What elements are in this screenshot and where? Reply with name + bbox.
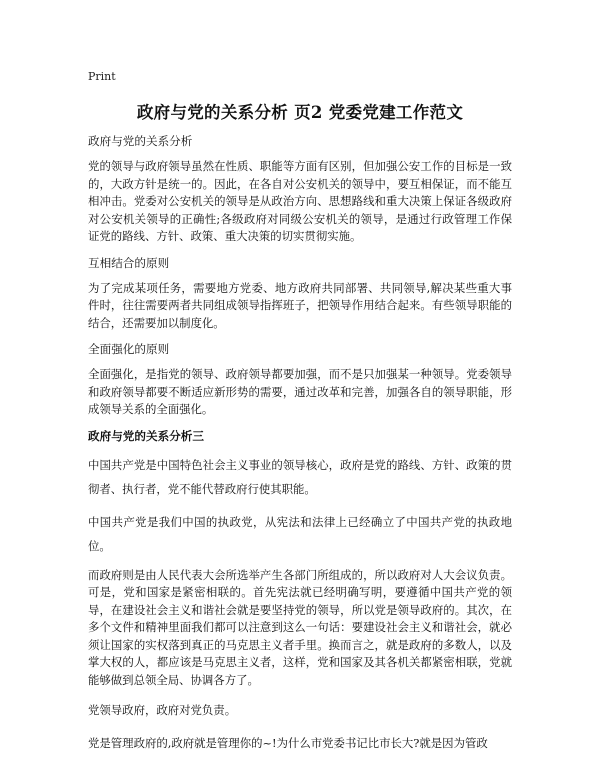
- page-title: 政府与党的关系分析 页2 党委党建工作范文: [136, 103, 464, 122]
- paragraph: 党是管理政府的,政府就是管理你的~!为什么市党委书记比市长大?就是因为管政: [88, 736, 488, 750]
- paragraph: 而政府则是由人民代表大会所选举产生各部门所组成的，所以政府对人大会议负责。可是，党和国家是紧密相联的。首先宪法就已经明确写明，要遵循中国共产党的领导，在建设社会主义和谐社会就是要坚持党的领导，所以党是领导政府的。其次，在多个文件和精神里面我们都可以注意到这么一句话：要建设社会主义和谐社会，就必须让国家的实权落到真正的马克思主义者手里。换而言之，就是政府的多数人，以及掌大权的人，都应该是马克思主义者，这样，党和国家及其各机关都紧密相联，党就能够做到总领全局、协调各方了。: [88, 567, 512, 687]
- section-heading: 政府与党的关系分析: [88, 134, 193, 148]
- paragraph: 为了完成某项任务，需要地方党委、地方政府共同部署、共同领导,解决某些重大事件时，往往需要两者共同组成领导指挥班子，把领导作用结合起来。有些领导职能的结合，还需要加以制度化。: [88, 280, 512, 330]
- paragraph: 全面强化，是指党的领导、政府领导都要加强，而不是只加强某一种领导。党委领导和政府领导都要不断适应新形势的需要，通过改革和完善，加强各自的领导职能，形成领导关系的全面强化。: [88, 367, 512, 416]
- section-heading-bold: 政府与党的关系分析三: [88, 428, 204, 443]
- print-link[interactable]: Print: [88, 70, 116, 83]
- paragraph: 中国共产党是中国特色社会主义事业的领导核心，政府是党的路线、方针、政策的贯彻者、执行者，党不能代替政府行使其职能。: [88, 457, 512, 496]
- paragraph: 中国共产党是我们中国的执政党，从宪法和法律上已经确立了中国共产党的执政地位。: [88, 514, 512, 553]
- section-heading: 互相结合的原则: [88, 255, 170, 270]
- section-heading: 全面强化的原则: [88, 342, 170, 356]
- paragraph: 党的领导与政府领导虽然在性质、职能等方面有区别，但加强公安工作的目标是一致的，大政方针是统一的。因此，在各自对公安机关的领导中，要互相保证，而不能互相冲击。党委对公安机关的领导是从政治方向、思想路线和重大决策上保证各级政府对公安机关领导的正确性;各级政府对同级公安机关的领导，是通过行政管理工作保证党的路线、方针、政策、重大决策的切实贯彻实施。: [88, 159, 512, 243]
- paragraph: 党领导政府，政府对党负责。: [88, 703, 237, 717]
